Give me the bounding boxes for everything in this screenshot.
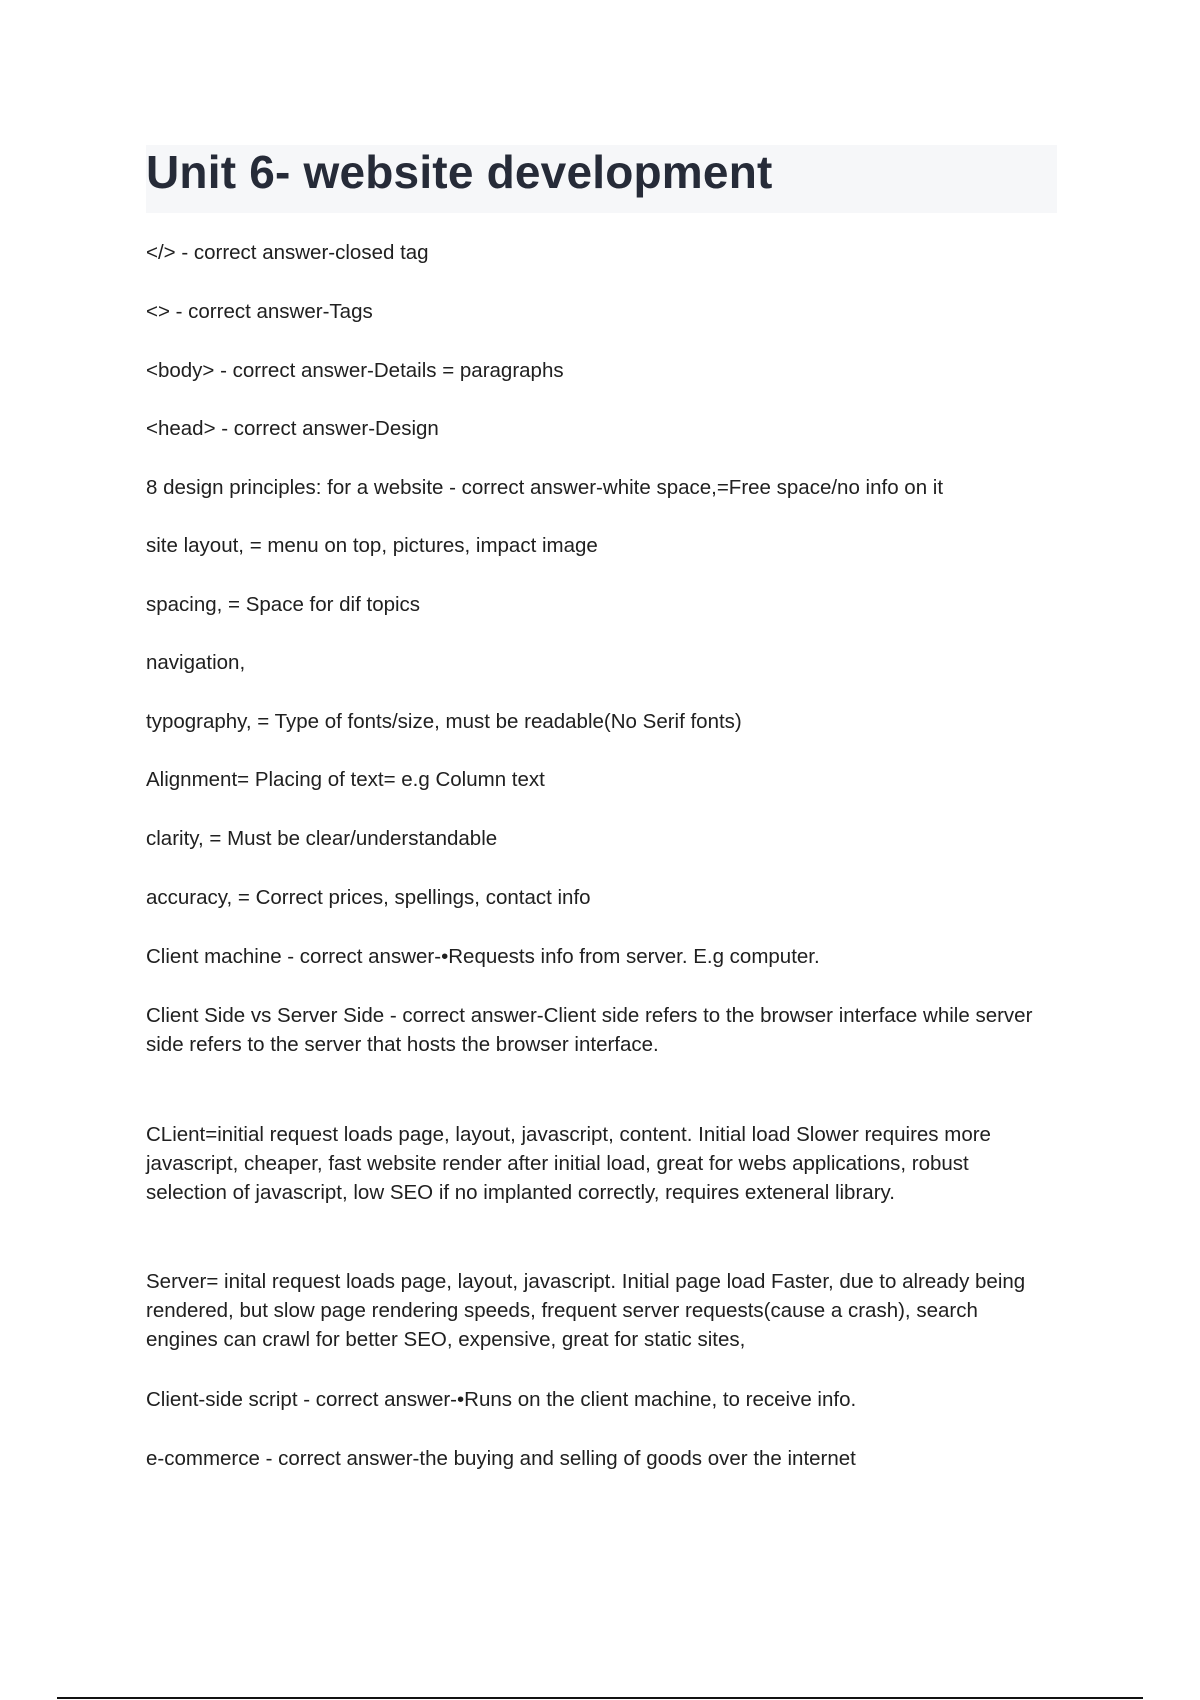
entry-server-rendering: Server= inital request loads page, layout, javascript. Initial page load Faster, due to already being rendered, but slow page rendering speeds, frequent server requests(cause a crash), search engines can crawl for better SEO, expensive, great for static sites,	[146, 1270, 1026, 1351]
entry-closed-tag: </> - correct answer-closed tag	[146, 241, 429, 264]
entry-e-commerce: e-commerce - correct answer-the buying and selling of goods over the internet	[146, 1447, 856, 1470]
entry-client-rendering: CLient=initial request loads page, layout, javascript, content. Initial load Slower requires more javascript, cheaper, fast website render after initial load, great for webs applications, robust selection of javascript, low SEO if no implanted correctly, requires exteneral library.	[146, 1123, 991, 1204]
entry-typography: typography, = Type of fonts/size, must be readable(No Serif fonts)	[146, 710, 742, 733]
entry-spacing: spacing, = Space for dif topics	[146, 593, 421, 616]
entry-navigation: navigation,	[146, 651, 246, 674]
entry-client-machine: Client machine - correct answer-•Requests info from server. E.g computer.	[146, 945, 820, 968]
entry-body-tag: <body> - correct answer-Details = paragraphs	[146, 359, 564, 382]
entry-tags: <> - correct answer-Tags	[146, 300, 373, 323]
entry-client-vs-server: Client Side vs Server Side - correct answer-Client side refers to the browser interface while server side refers to the server that hosts the browser interface.	[146, 1004, 1033, 1056]
entry-site-layout: site layout, = menu on top, pictures, impact image	[146, 534, 598, 557]
document-title: Unit 6- website development	[146, 146, 773, 198]
page-bottom-rule	[57, 1697, 1143, 1699]
entry-accuracy: accuracy, = Correct prices, spellings, contact info	[146, 886, 591, 909]
entry-clarity: clarity, = Must be clear/understandable	[146, 827, 498, 850]
entry-alignment: Alignment= Placing of text= e.g Column text	[146, 768, 545, 791]
entry-head-tag: <head> - correct answer-Design	[146, 417, 439, 440]
entry-client-side-script: Client-side script - correct answer-•Runs on the client machine, to receive info.	[146, 1388, 857, 1411]
entry-design-principles: 8 design principles: for a website - correct answer-white space,=Free space/no info on it	[146, 476, 944, 499]
